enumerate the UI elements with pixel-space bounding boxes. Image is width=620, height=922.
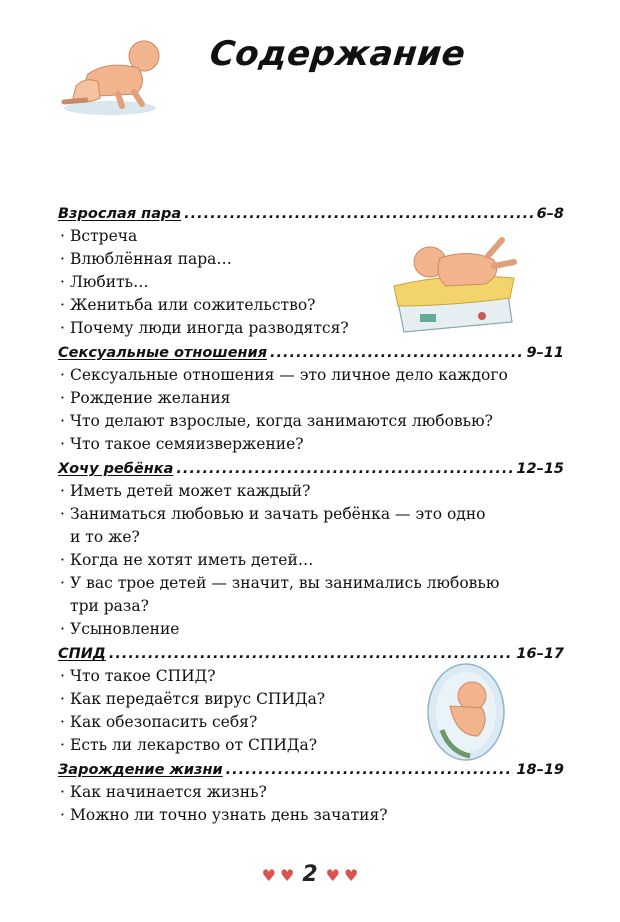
toc-item-text: Встреча [70,227,138,245]
bullet-icon: · [60,227,65,245]
bullet-icon: · [60,551,65,569]
bullet-icon: · [60,319,65,337]
section-title: Хочу ребёнка [58,461,174,477]
toc-item-text: Иметь детей может каждый? [70,482,311,500]
crawling-baby-illustration [58,34,168,120]
toc-item-text: Что такое СПИД? [70,667,216,685]
toc-item-text: Сексуальные отношения — это личное дело каждого [70,366,508,384]
toc-item [58,480,564,503]
toc-item-text: Усыновление [70,620,180,638]
toc-item [58,804,564,827]
leader-dots [184,203,533,225]
bullet-icon: · [60,783,65,801]
toc-item [58,225,564,248]
toc-item-text: Любить… [70,273,149,291]
bullet-icon: · [60,574,65,592]
toc-section-heading [58,759,564,781]
bullet-icon: · [60,250,65,268]
toc-item-text: Можно ли точно узнать день зачатия? [70,806,388,824]
bullet-icon: · [60,273,65,291]
page-title: Содержание [207,34,468,74]
bullet-icon: · [60,412,65,430]
toc-item-text: Что такое семяизвержение? [70,435,304,453]
bullet-icon: · [60,713,65,731]
toc-item [58,271,564,294]
toc-item [58,572,564,595]
leader-dots [226,759,514,781]
bullet-icon: · [60,389,65,407]
leader-dots [176,458,513,480]
bullet-icon: · [60,620,65,638]
toc-section-heading [58,458,564,480]
toc-item-text: У вас трое детей — значит, вы занимались любовью [70,574,500,592]
heart-icon: ♥ [325,866,340,885]
toc-item-text: Заниматься любовью и зачать ребёнка — это одно [70,505,486,523]
toc-item [58,364,564,387]
bullet-icon: · [60,482,65,500]
toc-item [58,618,564,641]
heart-icon: ♥ [261,866,276,885]
toc-item [58,317,564,340]
bullet-icon: · [60,505,65,523]
toc-item-text: Есть ли лекарство от СПИДа? [70,736,318,754]
toc-item-text: Почему люди иногда разводятся? [70,319,349,337]
toc-item-text: Когда не хотят иметь детей… [70,551,314,569]
heart-icon: ♥ [344,866,359,885]
toc-item [58,781,564,804]
toc-item [58,688,564,711]
section-pages: 16–17 [516,646,564,662]
section-title: Зарождение жизни [58,762,223,778]
toc-item-text: Как обезопасить себя? [70,713,258,731]
leader-dots [109,643,514,665]
bullet-icon: · [60,435,65,453]
heart-icon: ♥ [280,866,295,885]
section-title: Сексуальные отношения [58,345,268,361]
bullet-icon: · [60,296,65,314]
toc-item [58,549,564,572]
toc-item [58,248,564,271]
bullet-icon: · [60,806,65,824]
section-pages: 9–11 [526,345,564,361]
section-pages: 12–15 [516,461,564,477]
leader-dots [270,342,523,364]
bullet-icon: · [60,667,65,685]
toc-item [58,711,564,734]
toc-item-text: Рождение желания [70,389,231,407]
section-title: СПИД [58,646,106,662]
toc-item-text: Влюблённая пара… [70,250,232,268]
bullet-icon: · [60,736,65,754]
section-title: Взрослая пара [58,206,182,222]
toc-item [58,665,564,688]
page-footer [0,862,620,887]
toc-item-text: Как передаётся вирус СПИДа? [70,690,326,708]
toc-item [58,503,564,526]
toc-section-heading [58,342,564,364]
toc-item [58,734,564,757]
toc-item-text: три раза? [70,597,149,615]
toc-section-heading [58,203,564,225]
toc-item-text: Женитьба или сожительство? [70,296,316,314]
toc-item [58,387,564,410]
section-pages: 6–8 [536,206,564,222]
toc-item-text: и то же? [70,528,140,546]
toc-item-continuation [58,595,564,618]
toc-item [58,433,564,456]
toc-item-continuation [58,526,564,549]
toc-item-text: Что делают взрослые, когда занимаются любовью? [70,412,493,430]
page-number: 2 [302,862,318,887]
section-pages: 18–19 [516,762,564,778]
bullet-icon: · [60,366,65,384]
table-of-contents [58,201,564,827]
toc-section-heading [58,643,564,665]
toc-item [58,294,564,317]
bullet-icon: · [60,690,65,708]
toc-item-text: Как начинается жизнь? [70,783,267,801]
toc-item [58,410,564,433]
